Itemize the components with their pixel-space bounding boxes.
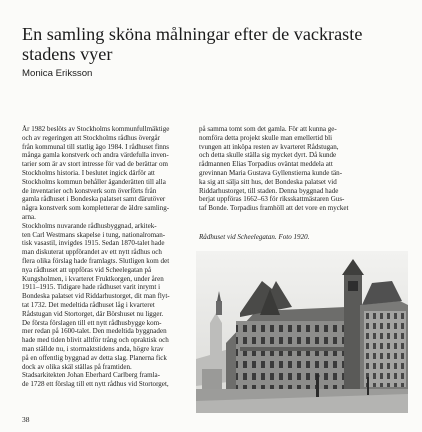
text-line: Stadsarkitekten Johan Eberhard Carlberg framla- xyxy=(22,371,161,380)
left-text-column xyxy=(22,125,206,389)
text-line: År 1982 beslöts av Stockholms kommunfullmäktige xyxy=(22,125,170,133)
text-line: på samma tomt som det gamla. För att kunna ge- xyxy=(199,125,337,133)
text-line: tarier som är av stort intresse för vad de berättar om xyxy=(22,160,168,169)
text-line: dock av olika skäl ställas på framtiden. xyxy=(22,362,132,371)
text-line: arna. xyxy=(22,212,36,221)
text-line: man diskuterat uppförandet av ett nytt rådhus och xyxy=(22,248,162,257)
text-line: Bondeska palatset vid Riddarhustorget, dit man flyt- xyxy=(22,292,170,301)
text-line: berjat uppföras 1662–63 för riksskattmästaren Gus- xyxy=(199,195,345,204)
text-line: taf Bonde. Torpadius framhöll att det vore en mycket xyxy=(199,204,349,213)
article-author: Monica Eriksson xyxy=(22,68,93,79)
text-line: och detta skulle ställa sig mycket dyrt. Då kunde xyxy=(199,151,337,160)
text-line: och av regeringen att Stockholms rådhus övergår xyxy=(22,133,161,142)
text-line: Rådstugan vid Stortorget, där Börshuset nu ligger. xyxy=(22,309,164,318)
text-line: man ställde nu, i stormaktstidens anda, högre krav xyxy=(22,344,164,353)
text-line: Kungsholmen, i kvarteret Fruktkorgen, under åren xyxy=(22,274,164,283)
text-line: tat 1732. Det medeltida rådhuset låg i kvarteret xyxy=(22,300,155,309)
text-line: flera olika förslag hade framlagts. Slutligen kom det xyxy=(22,256,170,265)
text-line: De första förslagen till ett nytt rådhusbygge kom- xyxy=(22,318,162,327)
text-line: Stockholms nuvarande rådhusbyggnad, arkitek- xyxy=(22,221,157,230)
text-line: från kommunal till statlig ägo 1984. I rådhuset finns xyxy=(22,142,169,151)
text-line: många gamla konstverk och andra värdefulla inven- xyxy=(22,151,169,160)
text-line: på en offentlig byggnad av detta slag. Planerna fick xyxy=(22,353,167,362)
text-line: Stockholms historia. I beslutet ingick därför att xyxy=(22,168,155,177)
text-line: mer redan på 1600-talet. Den medeltida byggnaden xyxy=(22,327,167,336)
text-line: rådmannen Elias Torpadius oväntat meddela att xyxy=(199,160,333,169)
text-line: Stockholms kommun behåller äganderätten till alla xyxy=(22,177,166,186)
text-line: tvungen att inköpa resten av kvarteret Rådstugan, xyxy=(199,142,339,151)
right-text-column xyxy=(199,125,406,213)
town-hall-photo xyxy=(196,251,408,413)
text-line: några konstverk som kompletterar de äldre samling- xyxy=(22,204,170,213)
article-title: En samling sköna målningar efter de vackraste stadens vyer xyxy=(22,24,363,64)
text-line: tisk vasastil, invigdes 1915. Sedan 1870-talet hade xyxy=(22,239,165,248)
photo-caption: Rådhuset vid Scheelegatan. Foto 1920. xyxy=(199,233,310,241)
text-line: de inventarier och konstverk som överförts från xyxy=(22,186,157,195)
text-line: nomföra detta projekt skulle man emellertid bli xyxy=(199,133,333,142)
text-line: hade med tiden blivit alltför trång och opraktisk och xyxy=(22,336,169,345)
text-line: ten Carl Westmans skapelse i tung, nationalroman- xyxy=(22,230,166,239)
text-line: nya rådhuset att uppföras vid Scheelegatan på xyxy=(22,265,152,274)
text-line: Riddarhustorget, till staden. Denna byggnad hade xyxy=(199,186,339,195)
text-line: grevinnan Maria Gustava Gyllenstierna kunde tän- xyxy=(199,168,343,177)
page-number: 38 xyxy=(22,415,30,424)
text-line: de 1728 ett förslag till ett nytt rådhus vid Stortorget, xyxy=(22,380,169,389)
text-line: gamla rådhuset i Bondeska palatset samt därutöver xyxy=(22,195,166,204)
text-line: ka sig att sälja sitt hus, det Bondeska palatset vid xyxy=(199,177,337,186)
text-line: 1911–1915. Tidigare hade rådhuset varit inrymt i xyxy=(22,283,161,292)
